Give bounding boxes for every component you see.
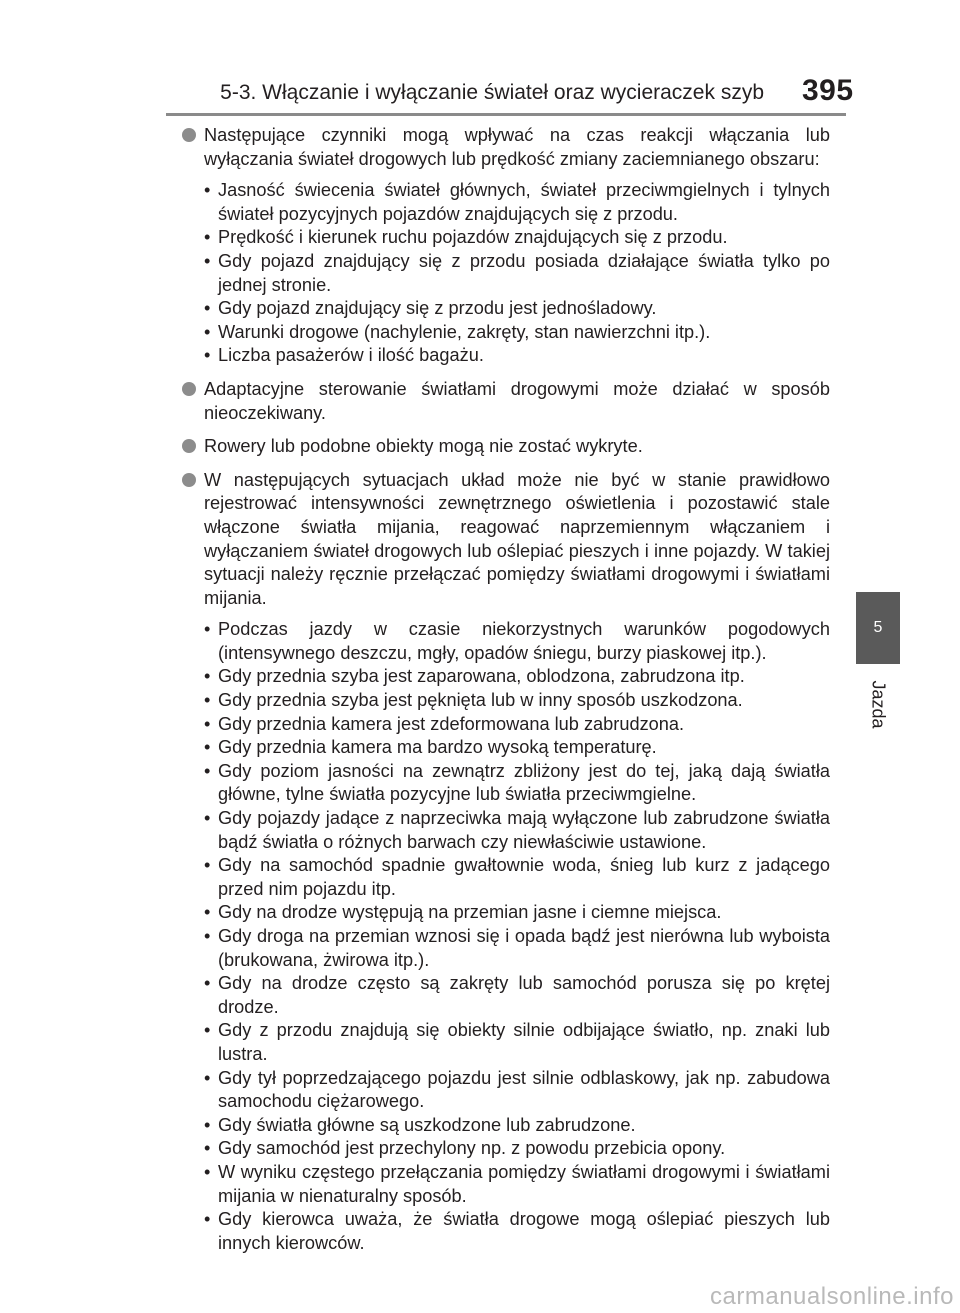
chapter-label [858,670,898,750]
watermark: carmanualsonline.info [710,1283,954,1310]
section-reaction-factors [182,124,830,368]
list-item: • Gdy poziom jasności na zewnątrz zbliżony jest do tej, jaką dają światła główne, tylne światła pozycyjne lub światła przeciwmgielne. [204,760,830,807]
list-item: • Liczba pasażerów i ilość bagażu. [204,344,830,368]
section-text: W następujących sytuacjach układ może nie być w stanie prawidłowo rejestrować intensywności zewnętrznego oświetlenia i pozostawić stale włączone światła mijania, reagować naprzemiennym włączaniem i wyłączaniem świateł drogowych lub oślepiać pieszych i inne pojazdy. W takiej sytuacji należy ręcznie przełączać pomiędzy światłami drogowymi i światłami mijania. [204,469,830,608]
bullet-dot-icon [182,128,196,142]
header-divider [166,113,846,116]
page-content [182,124,830,1265]
section-bicycles [182,435,830,459]
bullet-dot-icon [182,382,196,396]
list-item: • Gdy tył poprzedzającego pojazdu jest silnie odblaskowy, jak np. zabudowa samochodu ciężarowego. [204,1067,830,1114]
section-text: Rowery lub podobne obiekty mogą nie zostać wykryte. [204,436,643,457]
list-item: • Gdy przednia szyba jest zaparowana, oblodzona, zabrudzona itp. [204,665,830,689]
list-item: • Jasność świecenia świateł głównych, świateł przeciwmgielnych i tylnych świateł pozycyjnych pojazdów znajdujących się z przodu. [204,179,830,226]
list-item: • Prędkość i kierunek ruchu pojazdów znajdujących się z przodu. [204,226,830,250]
list-item: • Gdy z przodu znajdują się obiekty silnie odbijające światło, np. znaki lub lustra. [204,1019,830,1066]
section-text: Następujące czynniki mogą wpływać na czas reakcji włączania lub wyłączania świateł drogowych lub prędkość zmiany zaciemnianego obszaru: [204,125,830,169]
section-title: 5-3. Włączanie i wyłączanie świateł oraz wycieraczek szyb [220,81,764,104]
bullet-list [204,179,830,368]
page-number: 395 [802,74,854,107]
list-item: • Gdy pojazdy jadące z naprzeciwka mają wyłączone lub zabrudzone światła bądź światła o różnych barwach czy niewłaściwie ustawione. [204,807,830,854]
page-header [0,0,960,120]
list-item: • Warunki drogowe (nachylenie, zakręty, stan nawierzchni itp.). [204,321,830,345]
list-item: • Gdy droga na przemian wznosi się i opada bądź jest nierówna lub wyboista (brukowana, żwirowa itp.). [204,925,830,972]
list-item: • Gdy na drodze często są zakręty lub samochód porusza się po krętej drodze. [204,972,830,1019]
section-unexpected-operation [182,378,830,425]
list-item: • Podczas jazdy w czasie niekorzystnych warunków pogodowych (intensywnego deszczu, mgły, opadów śniegu, burzy piaskowej itp.). [204,618,830,665]
list-item: • Gdy światła główne są uszkodzone lub zabrudzone. [204,1114,830,1138]
bullet-dot-icon [182,439,196,453]
list-item: • Gdy samochód jest przechylony np. z powodu przebicia opony. [204,1137,830,1161]
chapter-label-text: Jazda [868,680,889,729]
list-item: • Gdy na drodze występują na przemian jasne i ciemne miejsca. [204,901,830,925]
list-item: • Gdy przednia kamera jest zdeformowana lub zabrudzona. [204,713,830,737]
list-item: • Gdy przednia szyba jest pęknięta lub w inny sposób uszkodzona. [204,689,830,713]
chapter-tab [856,592,900,664]
list-item: • Gdy na samochód spadnie gwałtownie woda, śnieg lub kurz z jadącego przed nim pojazdu itp. [204,854,830,901]
list-item: • Gdy pojazd znajdujący się z przodu jest jednośladowy. [204,297,830,321]
list-item: • W wyniku częstego przełączania pomiędzy światłami drogowymi i światłami mijania w nienaturalny sposób. [204,1161,830,1208]
list-item: • Gdy przednia kamera ma bardzo wysoką temperaturę. [204,736,830,760]
list-item: • Gdy kierowca uważa, że światła drogowe mogą oślepiać pieszych lub innych kierowców. [204,1208,830,1255]
section-text: Adaptacyjne sterowanie światłami drogowymi może działać w sposób nieoczekiwany. [204,378,830,423]
bullet-dot-icon [182,473,196,487]
chapter-number: 5 [873,619,883,636]
bullet-list [204,618,830,1255]
list-item: • Gdy pojazd znajdujący się z przodu posiada działające światła tylko po jednej stronie. [204,250,830,297]
section-manual-switching [182,469,830,1256]
